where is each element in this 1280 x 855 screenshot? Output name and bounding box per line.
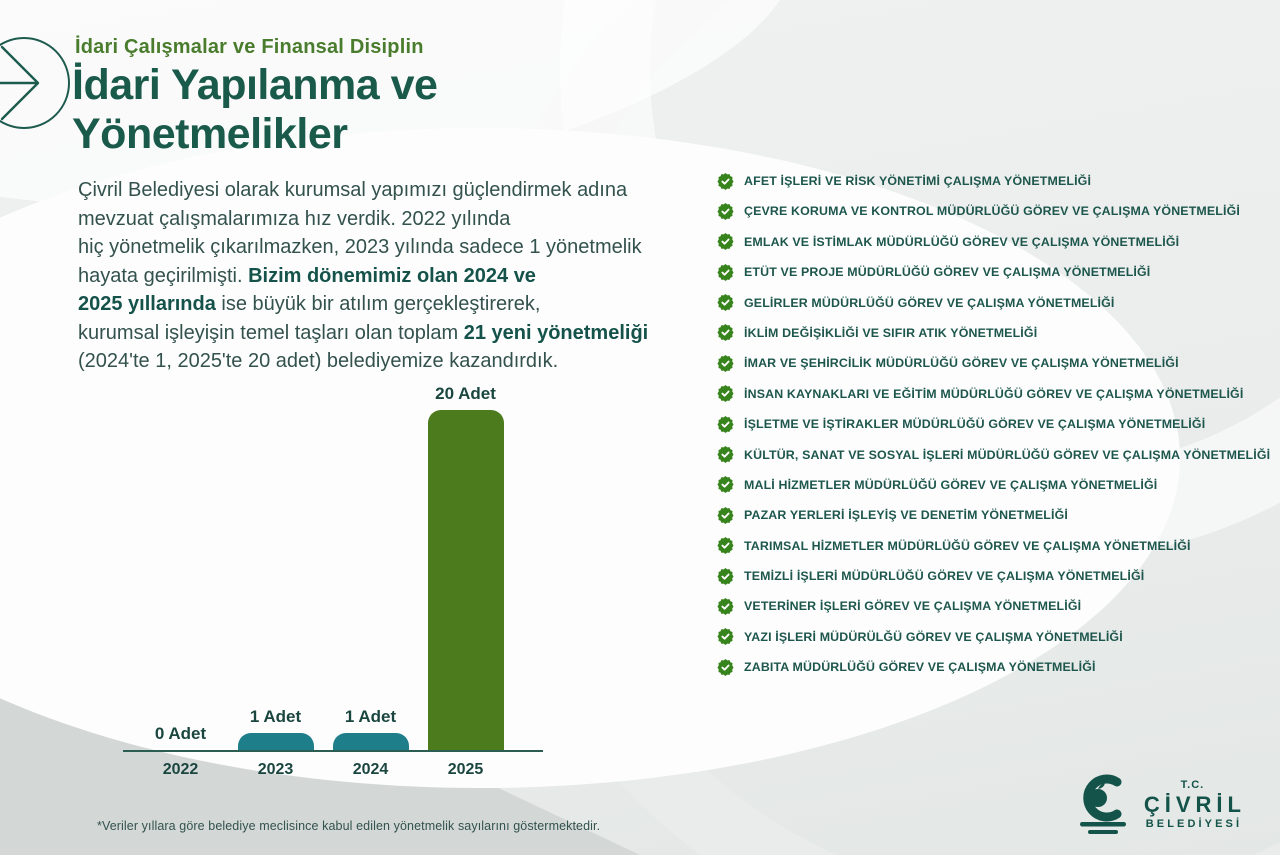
regulation-item: [717, 385, 1267, 403]
regulation-item: [717, 233, 1267, 251]
check-seal-icon: [717, 233, 734, 250]
regulation-item: [717, 597, 1267, 615]
regulation-item: [717, 567, 1267, 585]
check-seal-icon: [717, 416, 734, 433]
regulation-label: EMLAK VE İSTİMLAK MÜDÜRLÜĞÜ GÖREV VE ÇALIŞMA YÖNETMELİĞİ: [744, 234, 1180, 249]
regulation-label: MALİ HİZMETLER MÜDÜRLÜĞÜ GÖREV VE ÇALIŞMA YÖNETMELİĞİ: [744, 477, 1158, 492]
regulation-item: [717, 537, 1267, 555]
check-seal-icon: [717, 598, 734, 615]
regulation-label: İMAR VE ŞEHİRCİLİK MÜDÜRLÜĞÜ GÖREV VE ÇALIŞMA YÖNETMELİĞİ: [744, 356, 1179, 371]
check-seal-icon: [717, 294, 734, 311]
regulation-label: İŞLETME VE İŞTİRAKLER MÜDÜRLÜĞÜ GÖREV VE ÇALIŞMA YÖNETMELİĞİ: [744, 417, 1206, 432]
bar-value-label-2023: 1 Adet: [249, 707, 302, 726]
municipality-logo: [1074, 772, 1246, 836]
intro-text: ise büyük bir atılım gerçekleştirerek,: [215, 293, 541, 315]
bar-column-2023: [228, 707, 323, 750]
intro-text: mevzuat çalışmalarımıza hız verdik. 2022 yılında: [78, 207, 511, 230]
bar-column-2022: [133, 724, 228, 750]
bar-2024: [333, 733, 409, 750]
intro-text: hayata geçirilmişti.: [78, 264, 249, 287]
check-seal-icon: [717, 355, 734, 372]
bar-2025: [428, 410, 504, 750]
axis-label-2024: 2024: [352, 761, 389, 778]
regulation-label: ETÜT VE PROJE MÜDÜRLÜĞÜ GÖREV VE ÇALIŞMA YÖNETMELİĞİ: [744, 265, 1151, 280]
regulation-item: [717, 628, 1267, 646]
logo-name: ÇİVRİL: [1143, 791, 1246, 817]
check-seal-icon: [717, 537, 734, 554]
regulation-label: İKLİM DEĞİŞİKLİĞİ VE SIFIR ATIK YÖNETMELİĞİ: [744, 325, 1038, 340]
intro-highlight: 21 yeni yönetmeliği: [463, 321, 649, 344]
logo-text: [1139, 779, 1246, 830]
check-seal-icon: [717, 385, 734, 402]
check-seal-icon: [717, 173, 734, 190]
intro-highlight: 2025 yıllarında: [78, 293, 216, 315]
check-seal-icon: [717, 476, 734, 493]
intro-line: [78, 176, 698, 205]
intro-text: (2024'te 1, 2025'te 20 adet) belediyemize kazandırdık.: [78, 350, 559, 372]
arrow-circle-icon: [0, 26, 80, 147]
bar-2023: [238, 733, 314, 750]
bar-column-2024: [323, 707, 418, 750]
intro-text: kurumsal işleyişin temel taşları olan toplam: [78, 321, 464, 344]
intro-line: [78, 205, 698, 234]
regulation-item: [717, 506, 1267, 524]
intro-paragraph: [78, 176, 698, 376]
page-title-line2: Yönetmelikler: [72, 110, 348, 158]
bar-chart: [123, 386, 543, 779]
regulation-item: [717, 263, 1267, 281]
intro-line: [78, 347, 698, 376]
regulation-item: [717, 202, 1267, 220]
bar-chart-plot-area: [123, 386, 543, 752]
regulation-label: AFET İŞLERİ VE RİSK YÖNETİMİ ÇALIŞMA YÖNETMELİĞİ: [744, 174, 1092, 188]
regulation-label: KÜLTÜR, SANAT VE SOSYAL İŞLERİ MÜDÜRLÜĞÜ GÖREV VE ÇALIŞMA YÖNETMELİĞİ: [744, 447, 1271, 462]
bar-value-label-2024: 1 Adet: [344, 707, 397, 726]
regulations-list: [717, 172, 1271, 689]
regulation-item: [717, 658, 1267, 676]
intro-line: [78, 290, 698, 319]
check-seal-icon: [717, 324, 734, 341]
regulation-item: [717, 294, 1267, 312]
regulation-item: [717, 476, 1267, 494]
regulation-label: VETERİNER İŞLERİ GÖREV VE ÇALIŞMA YÖNETMELİĞİ: [744, 599, 1082, 614]
intro-line: [78, 319, 698, 348]
intro-line: [78, 233, 698, 262]
intro-line: [78, 262, 698, 291]
section-eyebrow: İdari Çalışmalar ve Finansal Disiplin: [75, 36, 424, 58]
civril-apple-c-logo-icon: [1074, 772, 1132, 836]
axis-label-2023: 2023: [257, 761, 294, 778]
intro-text: Çivril Belediyesi olarak kurumsal yapımızı güçlendirmek adına: [78, 179, 628, 201]
intro-highlight: Bizim dönemimiz olan 2024 ve: [248, 264, 536, 287]
check-seal-icon: [717, 659, 734, 676]
check-seal-icon: [717, 507, 734, 524]
regulation-label: ÇEVRE KORUMA VE KONTROL MÜDÜRLÜĞÜ GÖREV VE ÇALIŞMA YÖNETMELİĞİ: [744, 204, 1240, 219]
regulation-label: PAZAR YERLERİ İŞLEYİŞ VE DENETİM YÖNETMELİĞİ: [744, 508, 1068, 523]
bar-chart-x-axis: [123, 761, 543, 779]
bar-value-label-2022: 0 Adet: [154, 724, 207, 743]
logo-subname: BELEDİYESİ: [1145, 817, 1243, 830]
axis-label-2025: 2025: [447, 761, 484, 778]
check-seal-icon: [717, 446, 734, 463]
regulation-item: [717, 354, 1267, 372]
check-seal-icon: [717, 264, 734, 281]
regulation-item: [717, 172, 1267, 190]
intro-text: hiç yönetmelik çıkarılmazken, 2023 yılında sadece 1 yönetmelik: [78, 236, 642, 258]
regulation-label: TEMİZLİ İŞLERİ MÜDÜRLÜĞÜ GÖREV VE ÇALIŞMA YÖNETMELİĞİ: [744, 569, 1145, 584]
logo-tc: T.C.: [1180, 778, 1205, 791]
regulation-label: İNSAN KAYNAKLARI VE EĞİTİM MÜDÜRLÜĞÜ GÖREV VE ÇALIŞMA YÖNETMELİĞİ: [744, 386, 1244, 401]
bar-column-2025: [418, 384, 513, 750]
regulation-item: [717, 324, 1267, 342]
page-title-line1: İdari Yapılanma ve: [72, 61, 438, 109]
page-title: [72, 61, 437, 159]
regulation-label: GELİRLER MÜDÜRLÜĞÜ GÖREV VE ÇALIŞMA YÖNETMELİĞİ: [744, 295, 1115, 310]
check-seal-icon: [717, 568, 734, 585]
regulation-label: YAZI İŞLERİ MÜDÜRÜLĞÜ GÖREV VE ÇALIŞMA YÖNETMELİĞİ: [744, 629, 1123, 644]
bar-value-label-2025: 20 Adet: [435, 384, 496, 403]
check-seal-icon: [717, 628, 734, 645]
regulation-item: [717, 446, 1271, 464]
check-seal-icon: [717, 203, 734, 220]
regulation-label: TARIMSAL HİZMETLER MÜDÜRLÜĞÜ GÖREV VE ÇALIŞMA YÖNETMELİĞİ: [744, 538, 1191, 553]
footnote: *Veriler yıllara göre belediye meclisince kabul edilen yönetmelik sayılarını göstermektedir.: [97, 819, 601, 833]
regulation-label: ZABITA MÜDÜRLÜĞÜ GÖREV VE ÇALIŞMA YÖNETMELİĞİ: [744, 660, 1096, 675]
axis-label-2022: 2022: [162, 761, 199, 778]
regulation-item: [717, 415, 1267, 433]
